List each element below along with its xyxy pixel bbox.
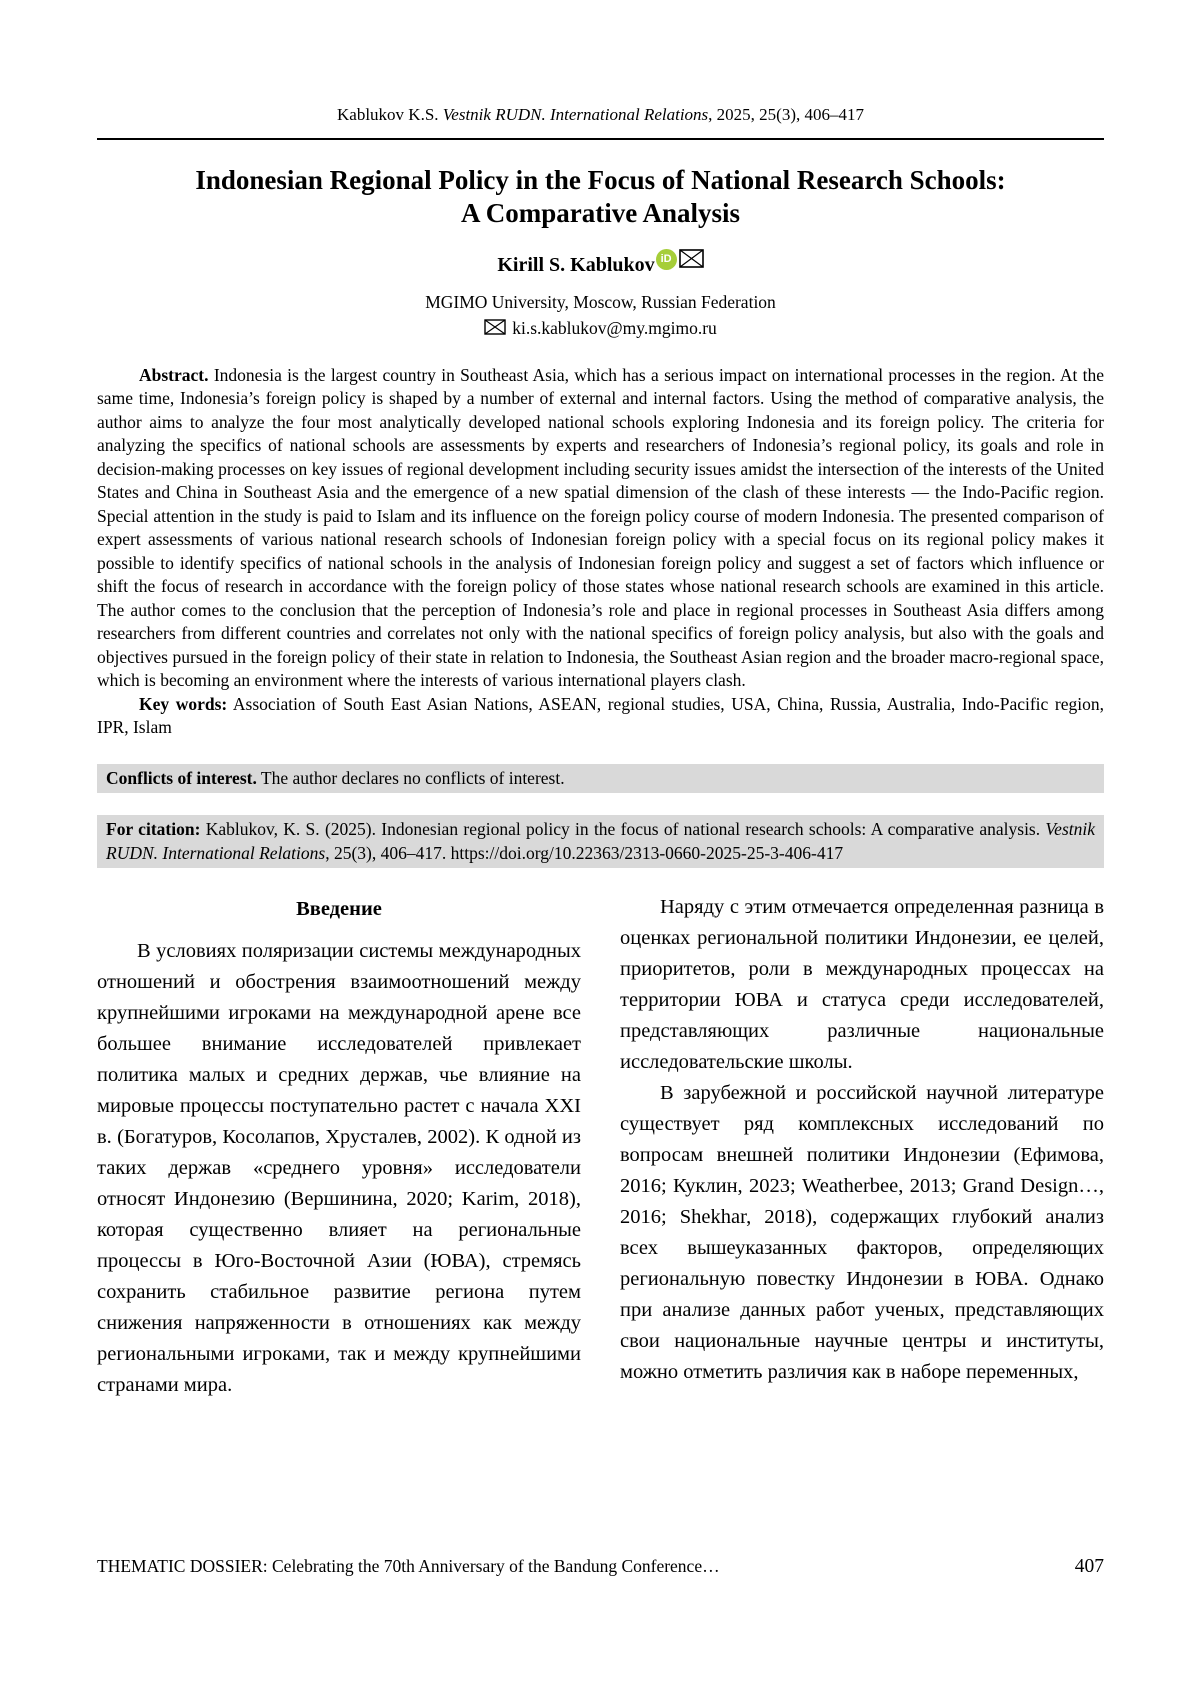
introduction-heading: Введение [296, 898, 382, 921]
thematic-dossier-label: THEMATIC DOSSIER: Celebrating the 70th Anniversary of the Bandung Conference… [97, 1556, 720, 1576]
page-title-line1: Indonesian Regional Policy in the Focus of National Research Schools: [195, 165, 1006, 195]
citation-label: For citation: [106, 819, 201, 840]
author-affiliation: MGIMO University, Moscow, Russian Federation [425, 292, 776, 313]
abstract-text: Indonesia is the largest country in Southeast Asia, which has a serious impact on international processes in the region. At the same time, Indonesia’s foreign policy is shaped by a number of external and internal factors. Using the method of comparative analysis, the author aims to analyze the four most analytically developed national schools exploring Indonesia and its foreign policy. The criteria for analyzing the specifics of national schools are assessments by experts and researchers of Indonesia’s regional policy, its goals and role in decision-making processes on key issues of regional development including security issues amidst the intersection of the interests of the United States and China in Southeast Asia and the emergence of a new spatial dimension of the clash of these interests — the Indo-Pacific region. Special attention in the study is paid to Islam and its influence on the foreign policy course of modern Indonesia. The presented comparison of expert assessments of various national research schools of Indonesian foreign policy with a special focus on its regional policy makes it possible to identify specifics of national schools in the analysis of Indonesian foreign policy and suggest a set of factors which influence or shift the focus of research in accordance with the foreign policy of those states whose national research schools are examined in this article. The author comes to the conclusion that the perception of Indonesia’s role and place in regional processes in Southeast Asia differs among researchers from different countries and correlates not only with the national specifics of foreign policy analysis, but also with the goals and objectives pursued in the foreign policy of their state in relation to Indonesia, the Southeast Asian region and the broader macro-regional space, which is becoming an environment where the interests of various international players clash. [97, 364, 1105, 691]
email-line [97, 317, 1104, 341]
citation-journal: Vestnik RUDN. International Relations [106, 819, 1095, 863]
running-header-author: Kablukov K.S. [337, 105, 439, 124]
running-header-journal: Vestnik RUDN. International Relations [442, 105, 709, 124]
envelope-icon [484, 318, 506, 341]
right-column-paragraph-2: В зарубежной и российской научной литературе существует ряд комплексных исследований по вопросам внешней политики Индонезии (Ефимова, 2016; Куклин, 2023; Weatherbee, 2013; Grand Design…, 2016; Shekhar, 2018), содержащих глубокий анализ всех вышеуказанных факторов, определяющих региональную повестку Индонезии в ЮВА. Однако при анализе данных работ ученых, представляющих свои национальные научные центры и институты, можно отметить различия как в наборе переменных, [620, 1082, 1104, 1384]
page-title [97, 164, 1104, 230]
page-footer [97, 1556, 1104, 1578]
envelope-icon[interactable] [679, 249, 704, 275]
citation-text-before: Kablukov, K. S. (2025). Indonesian regional policy in the focus of national research schools: A comparative analysis. [205, 819, 1046, 840]
author-line [97, 252, 1104, 279]
keywords-label: Key words: [139, 693, 228, 714]
conflicts-of-interest-box [97, 764, 1104, 794]
abstract-block [97, 364, 1104, 740]
conflicts-text: The author declares no conflicts of interest. [260, 767, 565, 788]
email-address[interactable]: ki.s.kablukov@my.mgimo.ru [512, 318, 717, 339]
page-title-line2: A Comparative Analysis [460, 197, 741, 228]
author-name: Kirill S. Kablukov [497, 253, 655, 276]
abstract-paragraph [97, 364, 1104, 693]
page-content [97, 0, 1104, 1401]
right-column-paragraph-1: Наряду с этим отмечается определенная разница в оценках региональной политики Индонезии, ее целей, приоритетов, роли в международных процессах на территории ЮВА и статуса среди исследователей, представляющих различные национальные исследовательские школы. [620, 896, 1104, 1074]
running-header [97, 104, 1104, 140]
abstract-label: Abstract. [139, 364, 209, 385]
conflicts-label: Conflicts of interest. [106, 767, 257, 788]
introduction-paragraph: В условиях поляризации системы международных отношений и обострения взаимоотношений между крупнейшими игроками на международной арене все большее внимание исследователей привлекает политика малых и средних держав, чье влияние на мировые процессы поступательно растет с начала XXI в. (Богатуров, Косолапов, Хрусталев, 2002). К одной из таких держав «среднего уровня» исследователи относят Индонезию (Вершинина, 2020; Karim, 2018), которая существенно влияет на региональные процессы в Юго-Восточной Азии (ЮВА), стремясь сохранить стабильное развитие региона путем снижения напряженности в отношениях как между региональными игроками, так и между крупнейшими странами мира. [97, 940, 581, 1397]
for-citation-box [97, 815, 1104, 868]
keywords-text: Association of South East Asian Nations, ASEAN, regional studies, USA, China, Russia, Australia, Indo-Pacific region, IPR, Islam [97, 693, 1104, 738]
two-column-section [97, 892, 1104, 1401]
orcid-icon[interactable]: iD [656, 249, 677, 270]
running-header-issue: , 2025, 25(3), 406–417 [708, 105, 864, 124]
left-column [97, 892, 581, 1401]
right-column [620, 892, 1104, 1401]
page-number: 407 [1074, 1556, 1104, 1577]
keywords-paragraph [97, 693, 1104, 740]
citation-text-after: , 25(3), 406–417. https://doi.org/10.22363/2313-0660-2025-25-3-406-417 [325, 842, 844, 863]
